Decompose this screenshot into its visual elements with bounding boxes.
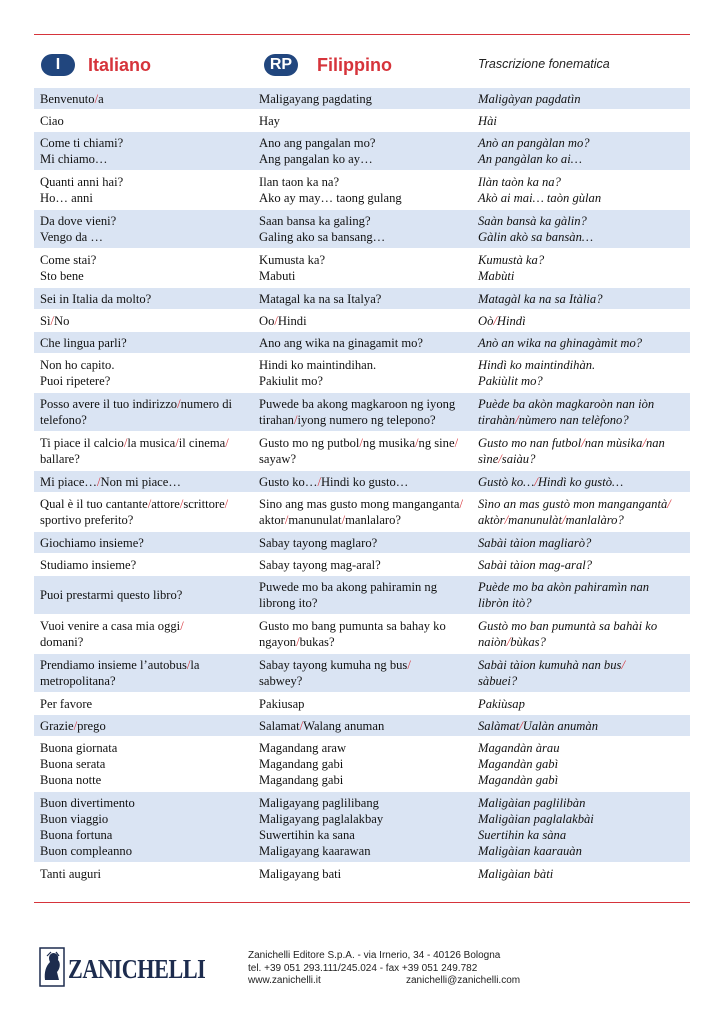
transcription-cell xyxy=(472,474,690,490)
filipino-cell xyxy=(253,696,472,712)
filipino-cell xyxy=(253,579,472,611)
table-header xyxy=(34,52,690,78)
transcription-cell xyxy=(472,396,690,428)
slash-separator: / xyxy=(296,635,300,649)
table-row xyxy=(34,110,690,132)
cell-line: Che lingua parli? xyxy=(40,335,127,350)
cell-line: Ano ang pangalan mo? xyxy=(259,136,376,150)
slash-separator: / xyxy=(504,513,509,527)
italian-cell xyxy=(34,496,253,528)
cell-line: Buona giornata xyxy=(40,741,118,755)
italian-cell xyxy=(34,252,253,284)
cell-line: Kumustà ka? xyxy=(478,253,545,267)
filipino-cell xyxy=(253,113,472,129)
transcription-cell xyxy=(472,91,690,107)
slash-separator: / xyxy=(73,718,78,733)
cell-line: Per favore xyxy=(40,696,93,711)
filipino-cell xyxy=(253,740,472,788)
cell-line: Vuoi venire a casa mia oggi/ xyxy=(40,619,184,633)
table-row xyxy=(34,792,690,863)
cell-line: Suertihin ka sàna xyxy=(478,828,567,842)
cell-line: Sabài tàion kumuhà nan bus/ xyxy=(478,658,625,672)
transcription-cell xyxy=(472,174,690,206)
slash-separator: / xyxy=(506,635,511,649)
cell-line: Oò/Hindì xyxy=(478,313,526,328)
table-row xyxy=(34,432,690,471)
cell-line: aktòr/manunulàt/manlalàro? xyxy=(478,513,624,527)
filipino-heading: Filippino xyxy=(317,55,392,75)
transcription-cell xyxy=(472,557,690,573)
cell-line: Ti piace il calcio/la musica/il cinema/ xyxy=(40,436,229,450)
slash-separator: / xyxy=(180,619,184,633)
filipino-cell xyxy=(253,496,472,528)
cell-line: metropolitana? xyxy=(40,674,116,688)
slash-separator: / xyxy=(459,497,463,511)
cell-line: Sto bene xyxy=(40,269,84,283)
slash-separator: / xyxy=(179,497,184,511)
filipino-cell xyxy=(253,135,472,167)
table-row xyxy=(34,88,690,110)
slash-separator: / xyxy=(299,718,304,733)
transcription-cell xyxy=(472,740,690,788)
filipino-cell xyxy=(253,657,472,689)
cell-line: Gàlin akò sa bansàn… xyxy=(478,230,594,244)
cell-line: Puède mo ba akòn pahiramìn nan xyxy=(478,580,650,594)
italian-cell xyxy=(34,618,253,650)
transcription-cell xyxy=(472,535,690,551)
transcription-cell xyxy=(472,291,690,307)
cell-line: Puoi prestarmi questo libro? xyxy=(40,588,183,602)
italian-cell xyxy=(34,474,253,490)
cell-line: Sabài tàion mag-aral? xyxy=(478,557,593,572)
cell-line: Kumusta ka? xyxy=(259,253,326,267)
cell-line: tirahàn/nùmero nan telèfono? xyxy=(478,413,629,427)
footer xyxy=(34,946,690,996)
slash-separator: / xyxy=(415,436,419,450)
cell-line: Buona notte xyxy=(40,773,102,787)
cell-line: Puwede mo ba akong pahiramin ng xyxy=(259,580,438,594)
cell-line: Qual è il tuo cantante/attore/scrittore/ xyxy=(40,497,229,511)
transcription-cell xyxy=(472,135,690,167)
cell-line: Magandàn àrau xyxy=(478,741,560,755)
cell-line: Buona serata xyxy=(40,757,106,771)
transcription-cell xyxy=(472,795,690,859)
cell-line: Maligayang bati xyxy=(259,866,342,881)
cell-line: Magandang gabi xyxy=(259,773,344,787)
cell-line: Puède ba akòn magkaroòn nan iòn xyxy=(478,397,655,411)
filipino-cell xyxy=(253,435,472,467)
italian-cell xyxy=(34,357,253,389)
transcription-cell xyxy=(472,357,690,389)
filipino-cell xyxy=(253,718,472,734)
cell-line: Posso avere il tuo indirizzo/numero di xyxy=(40,397,233,411)
cell-line: Pakiùlit mo? xyxy=(478,374,543,388)
slash-separator: / xyxy=(341,513,346,527)
cell-line: Maligayang paglalakbay xyxy=(259,812,384,826)
cell-line: Hindì ko maintindihàn. xyxy=(478,358,596,372)
italian-cell xyxy=(34,213,253,245)
cell-line: Buon compleanno xyxy=(40,844,132,858)
cell-line: Grazie/prego xyxy=(40,718,106,733)
table-row xyxy=(34,493,690,532)
slash-separator: / xyxy=(642,436,646,450)
zanichelli-logo xyxy=(38,946,218,990)
cell-line: Ilan taon ka na? xyxy=(259,175,340,189)
italian-cell xyxy=(34,113,253,129)
filipino-cell xyxy=(253,174,472,206)
cell-line: Puwede ba akong magkaroon ng iyong xyxy=(259,397,456,411)
cell-line: Akò ai mai… taòn gùlan xyxy=(478,191,602,205)
cell-line: Gusto mo nan futbol/nan mùsika/nan xyxy=(478,436,665,450)
slash-separator: / xyxy=(147,497,152,511)
cell-line: Come ti chiami? xyxy=(40,136,124,150)
cell-line: Mi piace…/Non mi piace… xyxy=(40,474,181,489)
slash-separator: / xyxy=(284,513,289,527)
transcription-cell xyxy=(472,213,690,245)
cell-line: Magandàn gabì xyxy=(478,757,559,771)
italian-cell xyxy=(34,866,253,882)
publisher-address xyxy=(248,950,521,988)
cell-line: Gusto mo ng putbol/ng musika/ng sine/ xyxy=(259,436,459,450)
website-link[interactable]: www.zanichelli.it xyxy=(248,975,321,986)
filipino-cell xyxy=(253,291,472,307)
cell-line: Buona fortuna xyxy=(40,828,113,842)
filipino-cell xyxy=(253,474,472,490)
slash-separator: / xyxy=(97,474,101,489)
table-row xyxy=(34,171,690,210)
cell-line: Matagàl ka na sa Itàlia? xyxy=(478,291,603,306)
transcription-cell xyxy=(472,718,690,734)
cell-line: Sino ang mas gusto mong manganganta/ xyxy=(259,497,463,511)
table-row xyxy=(34,249,690,288)
slash-separator: / xyxy=(225,436,229,450)
filipino-cell xyxy=(253,357,472,389)
cell-line: Ano ang wika na ginagamit mo? xyxy=(259,335,424,350)
bottom-rule xyxy=(34,902,690,903)
cell-line: Buon viaggio xyxy=(40,812,109,826)
table-row xyxy=(34,715,690,737)
cell-line: Sabay tayong mag-aral? xyxy=(259,557,381,572)
filipino-cell xyxy=(253,618,472,650)
italian-cell xyxy=(34,535,253,551)
italian-cell xyxy=(34,291,253,307)
cell-line: sportivo preferito? xyxy=(40,513,134,527)
filipino-cell xyxy=(253,396,472,428)
cell-line: Saan bansa ka galing? xyxy=(259,214,371,228)
transcription-cell xyxy=(472,657,690,689)
italian-cell xyxy=(34,718,253,734)
table-row xyxy=(34,132,690,171)
slash-separator: / xyxy=(123,436,128,450)
italian-cell xyxy=(34,335,253,351)
cell-line: Hài xyxy=(478,113,497,128)
transcription-cell xyxy=(472,579,690,611)
cell-line: Gusto ko…/Hindi ko gusto… xyxy=(259,474,409,489)
filipino-cell xyxy=(253,795,472,859)
cell-line: Mabuti xyxy=(259,269,296,283)
cell-line: librong ito? xyxy=(259,596,318,610)
italian-cell xyxy=(34,557,253,573)
cell-line: An pangàlan ko ai… xyxy=(478,152,582,166)
cell-line: Vengo da … xyxy=(40,230,103,244)
italian-cell xyxy=(34,174,253,206)
italian-badge: I xyxy=(41,54,75,76)
phone-line: tel. +39 051 293.111/245.024 - fax +39 051 249.782 xyxy=(248,962,478,974)
cell-line: telefono? xyxy=(40,413,87,427)
cell-line: Ho… anni xyxy=(40,191,93,205)
italian-cell xyxy=(34,135,253,167)
email-link[interactable]: zanichelli@zanichelli.com xyxy=(406,975,521,986)
cell-line: Matagal ka na sa Italya? xyxy=(259,291,382,306)
table-row xyxy=(34,471,690,493)
table-row xyxy=(34,532,690,554)
cell-line: Maligàian kaarauàn xyxy=(478,844,582,858)
transcription-cell xyxy=(472,313,690,329)
cell-line: Studiamo insieme? xyxy=(40,557,137,572)
slash-separator: / xyxy=(224,497,229,511)
cell-line: Oo/Hindi xyxy=(259,313,307,328)
cell-line: Mi chiamo… xyxy=(40,152,108,166)
transcription-cell xyxy=(472,696,690,712)
slash-separator: / xyxy=(359,436,363,450)
cell-line: Pakiusap xyxy=(259,696,305,711)
slash-separator: / xyxy=(186,658,191,672)
slash-separator: / xyxy=(175,436,179,450)
cell-line: Maligayang kaarawan xyxy=(259,844,371,858)
slash-separator: / xyxy=(561,513,566,527)
italian-cell xyxy=(34,435,253,467)
table-row xyxy=(34,210,690,249)
cell-line: sìne/saiàu? xyxy=(478,452,536,466)
cell-line: Salamat/Walang anuman xyxy=(259,718,385,733)
cell-line: Ilàn taòn ka na? xyxy=(478,175,561,189)
table-row xyxy=(34,554,690,576)
cell-line: Anò an wika na ghinagàmit mo? xyxy=(478,335,643,350)
cell-line: Hindi ko maintindihan. xyxy=(259,358,377,372)
cell-line: Ako ay may… taong gulang xyxy=(259,191,402,205)
cell-line: Quanti anni hai? xyxy=(40,175,124,189)
slash-separator: / xyxy=(407,658,411,672)
filipino-cell xyxy=(253,335,472,351)
filipino-cell xyxy=(253,866,472,882)
cell-line: Sei in Italia da molto? xyxy=(40,291,152,306)
slash-separator: / xyxy=(274,313,278,328)
filipino-cell xyxy=(253,557,472,573)
cell-line: Benvenuto/a xyxy=(40,91,104,106)
italian-heading: Italiano xyxy=(88,55,152,75)
italian-cell xyxy=(34,795,253,859)
cell-line: Sì/No xyxy=(40,313,70,328)
cell-line: naiòn/bùkas? xyxy=(478,635,546,649)
cell-line: Anò an pangàlan mo? xyxy=(478,136,590,150)
transcription-cell xyxy=(472,496,690,528)
cell-line: Maligàian paglilibàn xyxy=(478,796,586,810)
italian-cell xyxy=(34,587,253,603)
cell-line: Gustò ko…/Hindì ko gustò… xyxy=(478,474,624,489)
slash-separator: / xyxy=(50,313,55,328)
cell-line: Magandang gabi xyxy=(259,757,344,771)
cell-line: Non ho capito. xyxy=(40,358,115,372)
italian-cell xyxy=(34,657,253,689)
table-row xyxy=(34,693,690,715)
slash-separator: / xyxy=(493,313,497,328)
table-row xyxy=(34,863,690,885)
transcription-heading: Trascrizione fonematica xyxy=(478,57,610,71)
filipino-cell xyxy=(253,213,472,245)
table-row xyxy=(34,737,690,792)
transcription-cell xyxy=(472,335,690,351)
cell-line: Magandàn gabì xyxy=(478,773,559,787)
cell-line: ngayon/bukas? xyxy=(259,635,335,649)
cell-line: libròn itò? xyxy=(478,596,532,610)
table-row xyxy=(34,288,690,310)
table-row xyxy=(34,615,690,654)
cell-line: Ciao xyxy=(40,113,64,128)
cell-line: ballare? xyxy=(40,452,80,466)
cell-line: Salàmat/Ualàn anumàn xyxy=(478,718,598,733)
cell-line: sayaw? xyxy=(259,452,297,466)
slash-separator: / xyxy=(534,474,538,489)
cell-line: Puoi ripetere? xyxy=(40,374,111,388)
slash-separator: / xyxy=(94,91,99,106)
cell-line: Come stai? xyxy=(40,253,97,267)
slash-separator: / xyxy=(317,474,321,489)
table-row xyxy=(34,310,690,332)
cell-line: Maligayang paglilibang xyxy=(259,796,379,810)
cell-line: Giochiamo insieme? xyxy=(40,535,144,550)
cell-line: Galing ako sa bansang… xyxy=(259,230,386,244)
slash-separator: / xyxy=(177,397,181,411)
slash-separator: / xyxy=(515,413,519,427)
italian-cell xyxy=(34,740,253,788)
logo-wordmark: ZANICHELLI xyxy=(68,954,206,984)
top-rule xyxy=(34,34,690,35)
cell-line: Mabùti xyxy=(478,269,515,283)
cell-line: Tanti auguri xyxy=(40,866,102,881)
slash-separator: / xyxy=(498,452,502,466)
phrase-table xyxy=(34,88,690,885)
table-row xyxy=(34,332,690,354)
address-line: Zanichelli Editore S.p.A. - via Irnerio, 34 - 40126 Bologna xyxy=(248,950,501,961)
slash-separator: / xyxy=(621,658,625,672)
filipino-cell xyxy=(253,252,472,284)
cell-line: Gustò mo ban pumuntà sa bahài ko xyxy=(478,619,658,633)
transcription-cell xyxy=(472,618,690,650)
cell-line: Maligàyan pagdatìn xyxy=(478,91,581,106)
cell-line: Sabay tayong kumuha ng bus/ xyxy=(259,658,411,672)
cell-line: Maligàian bàti xyxy=(478,866,554,881)
lion-emblem-icon xyxy=(38,946,66,988)
cell-line: Ang pangalan ko ay… xyxy=(259,152,373,166)
filipino-badge: RP xyxy=(264,54,298,76)
filipino-cell xyxy=(253,313,472,329)
italian-cell xyxy=(34,396,253,428)
transcription-cell xyxy=(472,113,690,129)
table-row xyxy=(34,354,690,393)
cell-line: Da dove vieni? xyxy=(40,214,117,228)
table-row xyxy=(34,654,690,693)
cell-line: Pakiùsap xyxy=(478,696,525,711)
cell-line: sàbuei? xyxy=(478,674,518,688)
slash-separator: / xyxy=(519,718,523,733)
italian-cell xyxy=(34,91,253,107)
cell-line: Prendiamo insieme l’autobus/la xyxy=(40,658,200,672)
cell-line: tirahan/iyong numero ng telepono? xyxy=(259,413,436,427)
italian-cell xyxy=(34,313,253,329)
table-row xyxy=(34,393,690,432)
transcription-cell xyxy=(472,252,690,284)
cell-line: Maligàian paglalakbài xyxy=(478,812,594,826)
transcription-cell xyxy=(472,866,690,882)
cell-line: Sìno an mas gustò mon mangangantà/ xyxy=(478,497,671,511)
transcription-cell xyxy=(472,435,690,467)
cell-line: Maligayang pagdating xyxy=(259,91,372,106)
table-row xyxy=(34,576,690,615)
cell-line: sabwey? xyxy=(259,674,303,688)
slash-separator: / xyxy=(454,436,459,450)
slash-separator: / xyxy=(667,497,671,511)
cell-line: domani? xyxy=(40,635,84,649)
cell-line: Suwertihin ka sana xyxy=(259,828,355,842)
cell-line: Pakiulit mo? xyxy=(259,374,324,388)
cell-line: Sabài tàion magliarò? xyxy=(478,535,592,550)
cell-line: Gusto mo bang pumunta sa bahay ko xyxy=(259,619,446,633)
cell-line: Sabay tayong maglaro? xyxy=(259,535,378,550)
cell-line: Saàn bansà ka gàlin? xyxy=(478,214,587,228)
cell-line: Buon divertimento xyxy=(40,796,135,810)
filipino-cell xyxy=(253,91,472,107)
cell-line: Hay xyxy=(259,113,280,128)
italian-cell xyxy=(34,696,253,712)
filipino-cell xyxy=(253,535,472,551)
cell-line: aktor/manunulat/manlalaro? xyxy=(259,513,402,527)
slash-separator: / xyxy=(581,436,585,450)
cell-line: Magandang araw xyxy=(259,741,347,755)
slash-separator: / xyxy=(293,413,298,427)
